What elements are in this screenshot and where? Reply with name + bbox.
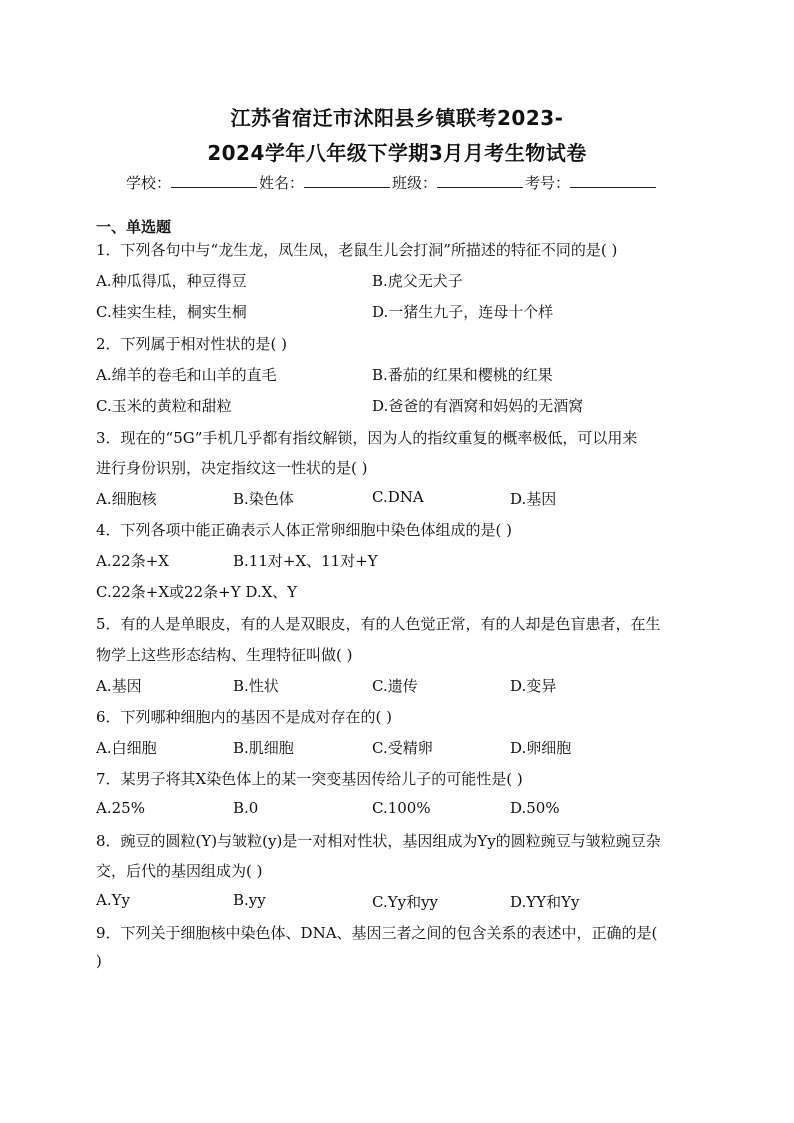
question-4-option-b: B.11对+X、11对+Y <box>233 552 378 570</box>
question-2-option-b: B.番茄的红果和樱桃的红果 <box>372 366 553 384</box>
question-6-text: 6．下列哪种细胞内的基因不是成对存在的( ) <box>96 708 393 726</box>
question-9-text-line-1: 9．下列关于细胞核中染色体、DNA、基因三者之间的包含关系的表述中，正确的是( <box>96 924 658 942</box>
question-6-option-c: C.受精卵 <box>372 739 433 757</box>
question-7-option-c: C.100% <box>372 799 431 817</box>
question-2-option-a: A.绵羊的卷毛和山羊的直毛 <box>96 366 277 384</box>
name-blank <box>304 173 390 188</box>
school-label: 学校： <box>126 174 172 192</box>
question-8-option-a: A.Yy <box>96 891 130 909</box>
question-5-option-c: C.遗传 <box>372 677 418 695</box>
question-7-text: 7．某男子将其X染色体上的某一突变基因传给儿子的可能性是( ) <box>96 770 523 788</box>
question-3-text-line-2: 进行身份识别，决定指纹这一性状的是( ) <box>96 459 368 477</box>
question-3-option-c: C.DNA <box>372 488 424 506</box>
question-2-text: 2．下列属于相对性状的是( ) <box>96 335 288 353</box>
class-label: 班级： <box>392 174 438 192</box>
student-info-row <box>126 172 658 193</box>
question-7-option-a: A.25% <box>96 799 145 817</box>
question-4-text: 4．下列各项中能正确表示人体正常卵细胞中染色体组成的是( ) <box>96 521 513 539</box>
question-3-option-a: A.细胞核 <box>96 490 157 508</box>
question-1-text: 1．下列各句中与“龙生龙，凤生凤，老鼠生儿会打洞”所描述的特征不同的是( ) <box>96 241 618 259</box>
school-blank <box>171 173 257 188</box>
exam-title-line-1: 江苏省宿迁市沭阳县乡镇联考2023- <box>230 106 564 130</box>
question-1-option-b: B.虎父无犬子 <box>372 272 463 290</box>
question-8-option-d: D.YY和Yy <box>510 893 580 911</box>
question-5-text-line-1: 5．有的人是单眼皮，有的人是双眼皮，有的人色觉正常，有的人却是色盲患者，在生 <box>96 615 661 633</box>
question-3-option-b: B.染色体 <box>233 490 294 508</box>
question-3-option-d: D.基因 <box>510 490 557 508</box>
question-6-option-a: A.白细胞 <box>96 739 157 757</box>
question-3-text-line-1: 3．现在的“5G”手机几乎都有指纹解锁，因为人的指纹重复的概率极低，可以用来 <box>96 429 638 447</box>
question-2-option-d: D.爸爸的有酒窝和妈妈的无酒窝 <box>372 397 584 415</box>
question-5-option-a: A.基因 <box>96 677 142 695</box>
question-5-text-line-2: 物学上这些形态结构、生理特征叫做( ) <box>96 646 353 664</box>
number-label: 考号： <box>525 174 571 192</box>
section-heading: 一、单选题 <box>96 218 172 236</box>
question-6-option-b: B.肌细胞 <box>233 739 294 757</box>
question-8-text-line-2: 交，后代的基因组成为( ) <box>96 862 263 880</box>
name-label: 姓名： <box>259 174 305 192</box>
question-1-option-a: A.种瓜得瓜，种豆得豆 <box>96 272 247 290</box>
question-7-option-b: B.0 <box>233 799 259 817</box>
question-8-text-line-1: 8．豌豆的圆粒(Y)与皱粒(y)是一对相对性状，基因组成为Yy的圆粒豌豆与皱粒豌豆杂 <box>96 832 661 850</box>
question-7-option-d: D.50% <box>510 799 560 817</box>
question-9-text-line-2: ) <box>96 952 102 970</box>
question-5-option-b: B.性状 <box>233 677 279 695</box>
question-1-option-d: D.一猪生九子，连母十个样 <box>372 303 554 321</box>
question-5-option-d: D.变异 <box>510 677 557 695</box>
question-8-option-b: B.yy <box>233 891 266 909</box>
exam-title-line-2: 2024学年八年级下学期3月月考生物试卷 <box>207 141 587 165</box>
question-6-option-d: D.卵细胞 <box>510 739 572 757</box>
question-8-option-c: C.Yy和yy <box>372 893 439 911</box>
question-1-option-c: C.桂实生桂，桐实生桐 <box>96 303 247 321</box>
question-2-option-c: C.玉米的黄粒和甜粒 <box>96 397 232 415</box>
question-4-option-a: A.22条+X <box>96 552 169 570</box>
number-blank <box>570 173 656 188</box>
question-4-option-c-d: C.22条+X或22条+Y D.X、Y <box>96 583 298 601</box>
class-blank <box>437 173 523 188</box>
